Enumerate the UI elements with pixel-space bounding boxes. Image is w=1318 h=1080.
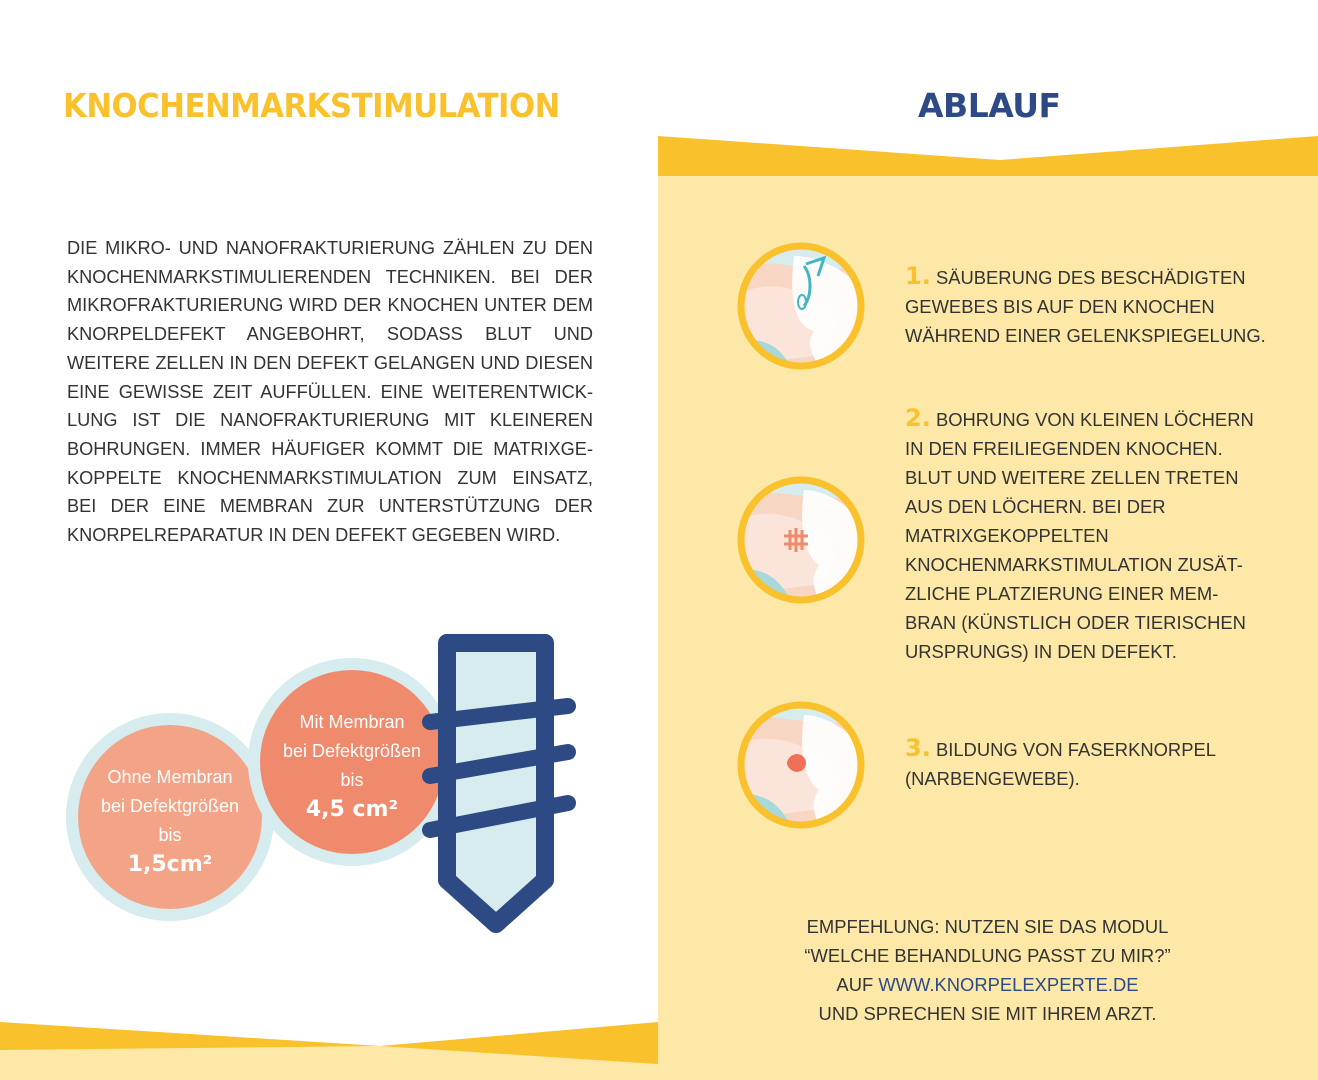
step-1 — [905, 262, 1270, 350]
ablauf-title: ABLAUF — [918, 86, 1061, 125]
recommendation-line2: “WELCHE BEHANDLUNG PASST ZU MIR?” — [804, 945, 1171, 966]
step-1-text: SÄUBERUNG DES BESCHÄDIGTEN GEWEBES BIS AUF DEN KNOCHEN WÄHREND EINER GELENKSPIEGELUNG. — [905, 267, 1266, 346]
circle-without-line2: bei Defektgrößen — [100, 796, 240, 816]
recommendation-line4: UND SPRECHEN SIE MIT IHREM ARZT. — [818, 1003, 1157, 1024]
recommendation — [760, 912, 1215, 1028]
circle-with-line2: bei Defektgrößen — [282, 741, 422, 761]
website-link[interactable]: WWW.KNORPELEXPERTE.DE — [878, 974, 1139, 995]
intro-paragraph: DIE MIKRO- UND NANOFRAKTURIERUNG ZÄHLEN ZU DEN KNOCHENMARKSTIMULIERENDEN TECHNIKEN. BEI DER MIKROFRAKTURIERUNG WIRD DER KNOCHEN UNTER DEM KNORPELDEFEKT ANGEBOHRT, SODASS BLUT UND WEITERE ZELLEN IN DEN DEFEKT GELANGEN UND DIESEN EINE GEWISSE ZEIT AUFFÜLLEN. EINE WEITERENTWICK-LUNG IST DIE NANOFRAKTURIERUNG MIT KLEINEREN BOHRUNGEN. IMMER HÄUFIGER KOMMT DIE MATRIXGE-KOPPELTE KNOCHENMARKSTIMULATION ZUM EINSATZ, BEI DER EINE MEMBRAN ZUR UNTERSTÜTZUNG DER KNORPELREPARATUR IN DEN DEFEKT GEGEBEN WIRD. — [67, 238, 593, 546]
step-3-text: BILDUNG VON FASERKNORPEL (NARBENGEWEBE). — [905, 739, 1216, 789]
fibrocartilage-icon — [734, 695, 868, 835]
recommendation-line1: EMPFEHLUNG: NUTZEN SIE DAS MODUL — [806, 916, 1169, 937]
step-2 — [905, 404, 1260, 666]
circle-with-line3: bis — [340, 770, 364, 790]
drill-icon — [430, 643, 568, 924]
step-1-number: 1. — [905, 262, 931, 290]
circle-without-line3: bis — [158, 825, 182, 845]
circle-without-line1: Ohne Membran — [107, 767, 233, 787]
joint-cleaning-icon — [734, 236, 868, 376]
circle-without-membrane — [80, 763, 260, 880]
circle-without-value: 1,5cm² — [127, 852, 213, 877]
recommendation-prefix: AUF — [836, 974, 879, 995]
circle-with-line1: Mit Membran — [299, 712, 405, 732]
step-3-number: 3. — [905, 734, 931, 762]
circle-with-value: 4,5 cm² — [305, 797, 399, 822]
step-3 — [905, 734, 1245, 793]
section-title: KNOCHENMARKSTIMULATION — [63, 86, 560, 125]
step-2-number: 2. — [905, 404, 931, 432]
drilling-holes-icon — [734, 470, 868, 610]
circle-with-membrane — [262, 708, 442, 825]
step-2-text: BOHRUNG VON KLEINEN LÖCHERN IN DEN FREILIEGENDEN KNOCHEN. BLUT UND WEITERE ZELLEN TRETEN AUS DEN LÖCHERN. BEI DER MATRIXGEKOPPELTEN KNOCHENMARKSTIMULATION ZUSÄT-ZLICHE PLATZIERUNG EINER MEM-BRAN (KÜNSTLICH ODER TIERISCHEN URSPRUNGS) IN DEN DEFEKT. — [905, 409, 1254, 662]
